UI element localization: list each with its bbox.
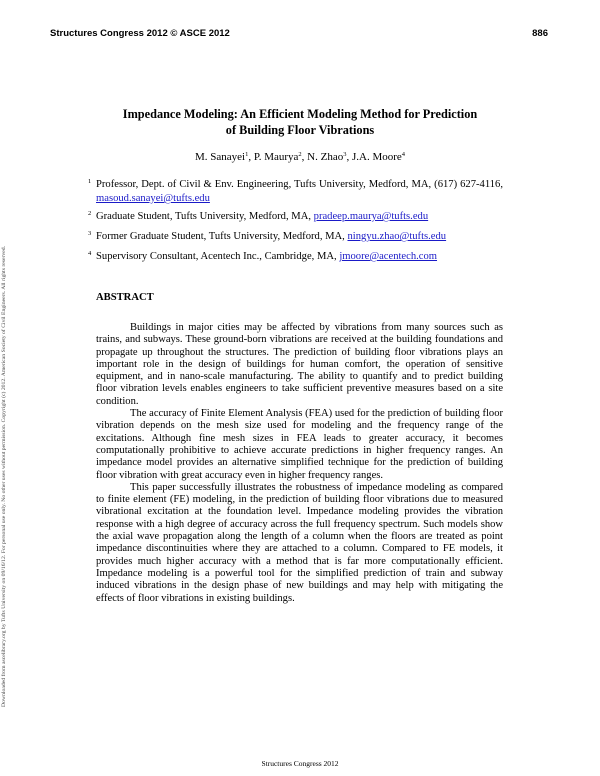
author-name: M. Sanayei bbox=[194, 151, 246, 163]
abstract-body bbox=[96, 322, 503, 605]
author: M. Sanayei$^1$, bbox=[194, 151, 254, 163]
author-list bbox=[0, 151, 600, 163]
author-affiliation-mark: 2 bbox=[298, 151, 302, 158]
page-footer: Structures Congress 2012 bbox=[261, 759, 339, 768]
affiliation-number: 4 bbox=[88, 250, 92, 257]
title-line-2: of Building Floor Vibrations bbox=[225, 123, 375, 137]
abstract-heading: ABSTRACT bbox=[96, 292, 154, 303]
email-link[interactable]: ningyu.zhao@tufts.edu bbox=[347, 231, 447, 242]
title-line-1: Impedance Modeling: An Efficient Modeling Method for Prediction bbox=[122, 107, 478, 121]
author: N. Zhao$^3$, bbox=[307, 151, 352, 163]
author bbox=[352, 151, 405, 163]
author-name: P. Maurya bbox=[253, 151, 299, 163]
abstract-paragraph: The accuracy of Finite Element Analysis (FEA) used for the prediction of building floor vibration depends on the mesh size used for modeling and the frequency range of the excitations. Although fine mesh sizes in FEA leads to greater accuracy, it becomes computationally prohibitive to achieve accurate predictions in higher frequency ranges. An impedance model provides an alternative simplified technique for the prediction of building floor vibration with great accuracy even in higher frequency ranges. bbox=[96, 408, 503, 481]
affiliation-2 bbox=[88, 210, 503, 224]
abstract-paragraph: Buildings in major cities may be affected by vibrations from many sources such as trains, and subways. These ground-born vibrations are received at the building foundations and propagate up throughout the structures. The prediction of building floor vibrations plays an important role in the design of buildings for human comfort, the operation of sensitive equipment, and in nano-scale manufacturing. The ability to quantify and to predict building floor vibration levels enables engineers to take sufficient preventive measures based on a site condition. bbox=[96, 322, 503, 407]
email-link[interactable]: masoud.sanayei@tufts.edu bbox=[96, 193, 210, 204]
journal-header: Structures Congress 2012 © ASCE 2012 bbox=[50, 28, 230, 39]
affiliation-1 bbox=[88, 178, 503, 206]
email-link[interactable]: pradeep.maurya@tufts.edu bbox=[313, 211, 429, 222]
author-name: J.A. Moore bbox=[351, 151, 402, 163]
affiliation-text: Professor, Dept. of Civil & Env. Engineering, Tufts University, Medford, MA, (617) 627-4116, bbox=[96, 179, 503, 190]
author: P. Maurya$^2$, bbox=[253, 151, 308, 163]
author-affiliation-mark: 3 bbox=[343, 151, 347, 158]
author-name: N. Zhao bbox=[307, 151, 344, 163]
page-number: 886 bbox=[532, 28, 548, 39]
paper-title bbox=[90, 106, 510, 138]
affiliation-number: 3 bbox=[88, 230, 92, 237]
affiliation-text: Supervisory Consultant, Acentech Inc., Cambridge, MA, bbox=[96, 251, 340, 262]
affiliation-4 bbox=[88, 250, 503, 264]
download-notice: Downloaded from ascelibrary.org by Tufts University on 09/16/12. For personal use only. No other uses without permission. Copyright (c) 2012. American Society of Civil Engineers. All rights reserved. bbox=[1, 245, 7, 707]
affiliation-number: 2 bbox=[88, 210, 92, 217]
email-link[interactable]: jmoore@acentech.com bbox=[339, 251, 438, 262]
affiliation-text: Graduate Student, Tufts University, Medford, MA, bbox=[96, 211, 314, 222]
abstract-paragraph: This paper successfully illustrates the robustness of impedance modeling as compared to finite element (FE) modeling, in the prediction of building floor vibrations due to measured vibrational excitation at the foundation level. Impedance modeling provides the vibration response with a high degree of accuracy across the full frequency spectrum. Such models show the axial wave propagation along the length of a column when the floors are treated as point impedance discontinuities where they are attached to a column. Compared to FE models, it provides much higher accuracy with a method that is far more computationally efficient. Impedance modeling is a powerful tool for the simplified prediction of train and subway induced vibrations in the design phase of new buildings and may help with mitigating the effects of floor vibrations in existing buildings. bbox=[96, 481, 503, 604]
author-affiliation-mark: 4 bbox=[401, 151, 406, 158]
affiliation-number: 1 bbox=[88, 178, 92, 185]
author-affiliation-mark: 1 bbox=[245, 151, 249, 158]
affiliation-3 bbox=[88, 230, 503, 244]
affiliation-text: Former Graduate Student, Tufts University, Medford, MA, bbox=[96, 231, 348, 242]
